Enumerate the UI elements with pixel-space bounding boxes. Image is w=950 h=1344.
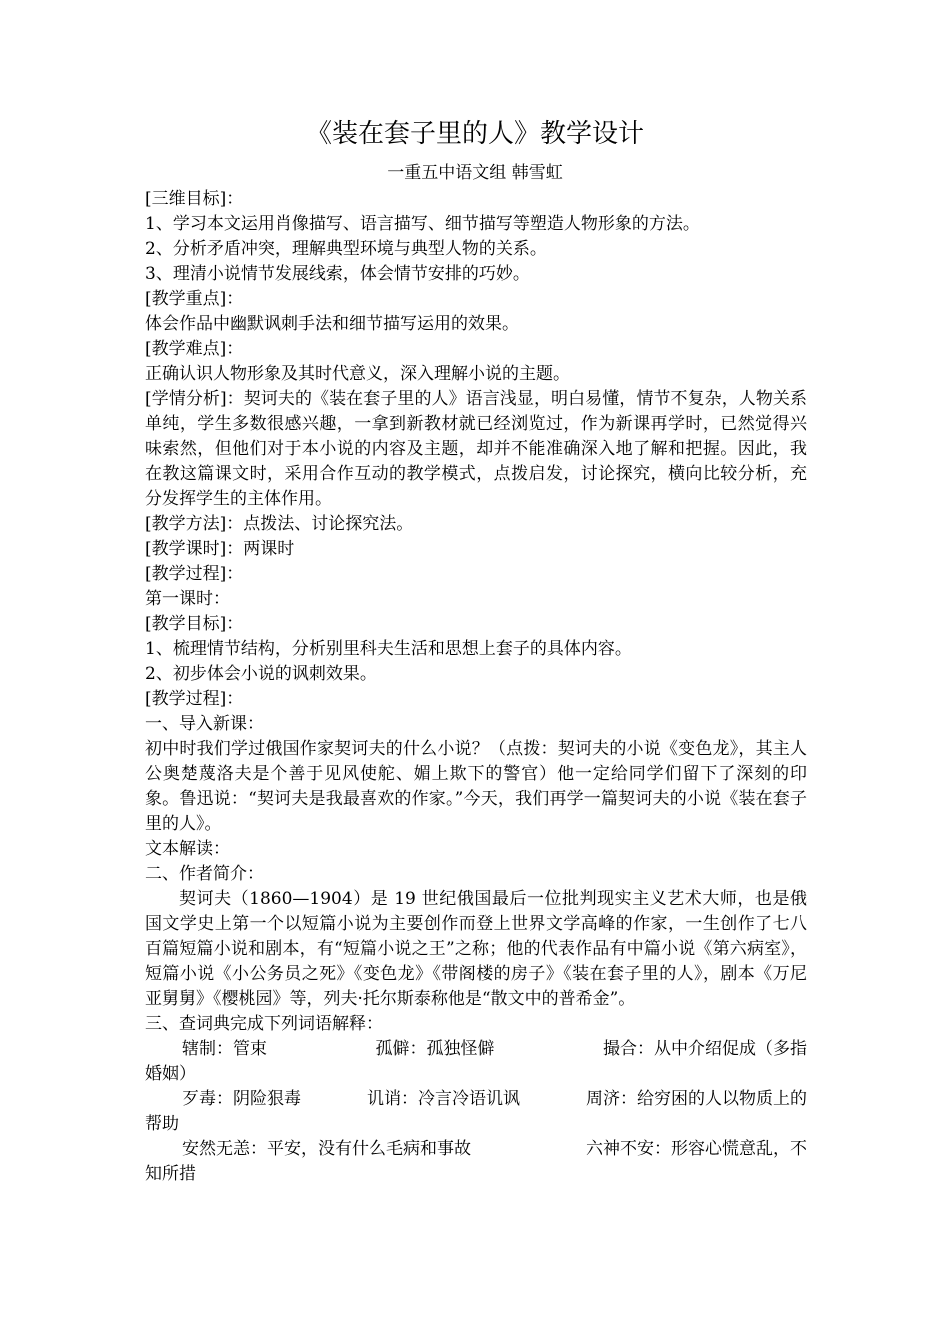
objective-item: 3、理清小说情节发展线索，体会情节安排的巧妙。 <box>145 264 530 284</box>
author-line: 一重五中语文组 韩雪虹 <box>387 163 563 183</box>
author-intro-text: 契诃夫（1860—1904）是 19 世纪俄国最后一位批判现实主义艺术大师，也是俄国文学史上第一个以短篇小说为主要创作而登上世界文学高峰的作家，一生创作了七八百篇短篇小说和剧本，有“短篇小说之王”之称；他的代表作品有中篇小说《第六病室》，短篇小说《小公务员之死》《变色龙》《带阁楼的房子》《装在套子里的人》，剧本《万尼亚舅舅》《樱桃园》等，列夫·托尔斯泰称他是“散文中的普希金”。 <box>145 889 807 1009</box>
key-point-heading: [教学重点]： <box>145 289 244 309</box>
document-body <box>145 187 807 1187</box>
teaching-method: [教学方法]：点拨法、讨论探究法。 <box>145 514 414 534</box>
intro-heading: 一、导入新课： <box>145 714 264 734</box>
vocab-entry: 讥诮：冷言冷语讥讽 <box>367 1089 520 1109</box>
difficulty-heading: [教学难点]： <box>145 339 244 359</box>
vocab-continuation: 帮助 <box>145 1114 179 1134</box>
vocab-entry: 六神不安：形容心慌意乱，不 <box>586 1139 807 1159</box>
goal-item: 2、初步体会小说的讽刺效果。 <box>145 664 377 684</box>
vocab-row <box>145 1087 807 1112</box>
process-heading: [教学过程]： <box>145 564 244 584</box>
author-intro-heading: 二、作者简介： <box>145 864 264 884</box>
objectives-heading: [三维目标]： <box>145 189 244 209</box>
teaching-hours: [教学课时]：两课时 <box>145 539 295 559</box>
process-heading-2: [教学过程]： <box>145 689 244 709</box>
vocab-entry: 安然无恙：平安，没有什么毛病和事故 <box>182 1139 471 1159</box>
objective-item: 1、学习本文运用肖像描写、语言描写、细节描写等塑造人物形象的方法。 <box>145 214 700 234</box>
goal-item: 1、梳理情节结构，分析别里科夫生活和思想上套子的具体内容。 <box>145 639 632 659</box>
objective-item: 2、分析矛盾冲突，理解典型环境与典型人物的关系。 <box>145 239 547 259</box>
key-point-text: 体会作品中幽默讽刺手法和细节描写运用的效果。 <box>145 314 519 334</box>
vocab-entry: 周济：给穷困的人以物质上的 <box>586 1089 807 1109</box>
vocab-row <box>145 1137 807 1162</box>
intro-text: 初中时我们学过俄国作家契诃夫的什么小说？（点拨：契诃夫的小说《变色龙》，其主人公奥楚蔑洛夫是个善于见风使舵、媚上欺下的警官）他一定给同学们留下了深刻的印象。鲁迅说：“契诃夫是我最喜欢的作家。”今天，我们再学一篇契诃夫的小说《装在套子里的人》。 <box>145 739 807 834</box>
first-lesson-heading: 第一课时： <box>145 589 230 609</box>
difficulty-text: 正确认识人物形象及其时代意义，深入理解小说的主题。 <box>145 364 570 384</box>
vocab-entry: 辖制：管束 <box>182 1039 267 1059</box>
vocab-row <box>145 1037 807 1062</box>
vocab-entry: 撮合：从中介绍促成（多指 <box>603 1039 807 1059</box>
goal-heading: [教学目标]： <box>145 614 244 634</box>
vocab-continuation: 婚姻） <box>145 1064 196 1084</box>
vocab-continuation: 知所措 <box>145 1164 196 1184</box>
vocab-entry: 歹毒：阴险狠毒 <box>182 1089 301 1109</box>
document-title: 《装在套子里的人》教学设计 <box>305 119 644 149</box>
reading-heading: 文本解读： <box>145 839 230 859</box>
vocab-heading: 三、查词典完成下列词语解释： <box>145 1014 383 1034</box>
student-analysis: [学情分析]：契诃夫的《装在套子里的人》语言浅显，明白易懂，情节不复杂，人物关系单纯，学生多数很感兴趣，一拿到新教材就已经浏览过，作为新课再学时，已然觉得兴味索然，但他们对于本小说的内容及主题，却并不能准确深入地了解和把握。因此，我在教这篇课文时，采用合作互动的教学模式，点拨启发，讨论探究，横向比较分析，充分发挥学生的主体作用。 <box>145 389 807 509</box>
vocab-entry: 孤僻：孤独怪僻 <box>375 1039 495 1059</box>
